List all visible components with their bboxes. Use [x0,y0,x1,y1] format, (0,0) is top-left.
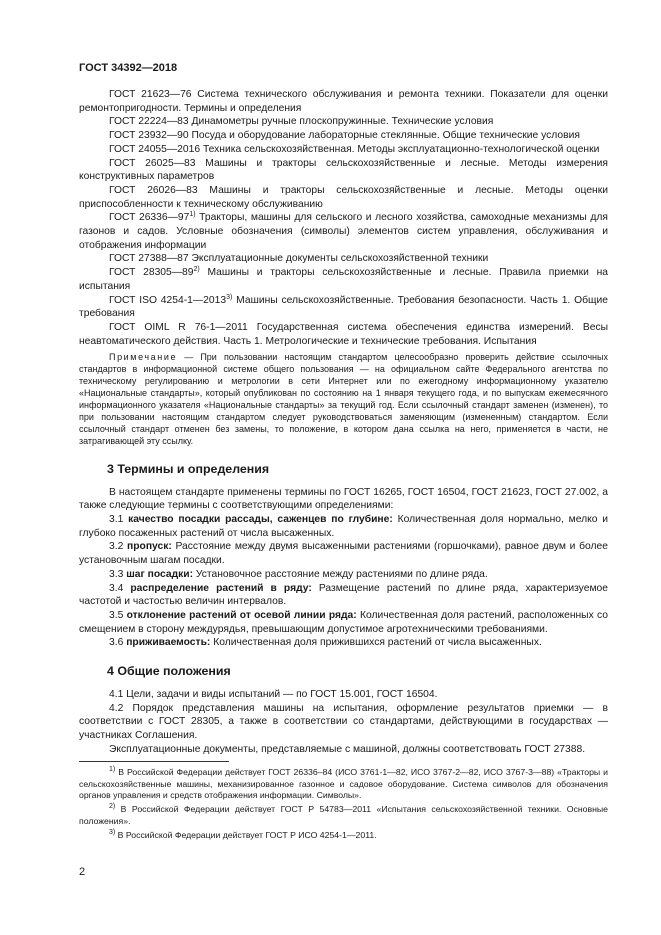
term-definition [79,582,608,609]
reference-title: Машины и тракторы сельскохозяйственные и лесные. Правила приемки на испытания [79,267,608,292]
note [79,352,608,447]
section-heading: 3 Термины и определения [107,461,270,476]
term-name: качество посадки рассады, саженцев по глубине: [128,514,393,526]
footnote-mark: 2) [193,266,200,274]
reference-title: Машины сельскохозяйственные. Требования безопасности. Часть 1. Общие требования [79,294,608,320]
reference-item [79,294,608,321]
paragraph: 4.2 Порядок представления машины на испытания, оформление результатов приемки — в соответствии с ГОСТ 28305, а также в соответствии со стандартами, действующими в государствах — участниках Соглашения. [79,702,608,742]
footnote [79,804,608,827]
footnote [79,767,608,802]
section-intro: В настоящем стандарте применены термины по ГОСТ 16265, ГОСТ 16504, ГОСТ 21623, ГОСТ 27.002, а также следующие термины с соответствующими определениями: [79,486,608,512]
footnote-text: В Российской Федерации действует ГОСТ Р ИСО 4254-1—2011. [115,829,377,840]
term-text: Установочное расстояние между растениями по длине ряда. [193,568,488,580]
reference-item: ГОСТ 26026—83 Машины и тракторы сельскохозяйственные и лесные. Методы оценки приспособленности к техническому обслуживанию [79,184,608,210]
term-number: 3.1 [109,514,129,526]
term-text: Количественная доля прижившихся растений от числа высаженных. [210,637,542,649]
reference-item [79,211,608,252]
footnote-divider [79,761,229,762]
reference-item: ГОСТ 23932—90 Посуда и оборудование лабораторные стеклянные. Общие технические условия [109,130,580,142]
note-label: Примечание [109,352,178,363]
term-text: Количественная доля растений, расположенных со смещением в сторону междурядья, превышающим допустимое агротехническими требованиями. [79,609,608,635]
term-number: 3.3 [109,568,127,580]
footnotes [79,767,608,843]
term-number: 3.4 [109,582,131,594]
footnote-mark: 3) [226,293,233,301]
term-name: распределение растений в ряду: [130,582,312,594]
term-definition [79,609,608,636]
term-definition [79,636,608,650]
reference-item: ГОСТ 26025—83 Машины и тракторы сельскохозяйственные и лесные. Методы измерения конструктивных параметров [79,157,608,183]
section-heading: 4 Общие положения [107,664,231,679]
paragraph: 4.1 Цели, задачи и виды испытаний — по ГОСТ 15.001, ГОСТ 16504. [109,689,438,701]
page-number: 2 [79,866,86,878]
reference-item: ГОСТ OIML R 76-1—2011 Государственная система обеспечения единства измерений. Весы неавтоматического действия. Часть 1. Метрологические и технические требования. Испытания [79,321,608,347]
term-definition [79,568,608,582]
term-name: пропуск: [127,541,172,553]
term-name: шаг посадки: [126,568,194,580]
footnote-mark: 1) [109,766,116,773]
footnote-mark: 2) [109,803,116,811]
reference-item: ГОСТ 21623—76 Система технического обслуживания и ремонта техники. Показатели для оценки ремонтопригодности. Термины и определения [79,89,608,114]
reference-item: ГОСТ 22224—83 Динамометры ручные плоскопружинные. Технические условия [109,116,494,128]
paragraph: Эксплуатационные документы, представляемые с машиной, должны соответствовать ГОСТ 27388. [109,743,586,755]
term-number: 3.5 [109,609,127,621]
reference-item: ГОСТ 27388—87 Эксплуатационные документы сельскохозяйственной техники [109,253,489,265]
term-text: Размещение растений по длине ряда, характеризуемое частотой и частостью величин интервалов. [79,582,608,608]
reference-code: ГОСТ 26336—97 [109,212,190,224]
footnote-text: В Российской Федерации действует ГОСТ Р 54783—2011 «Испытания сельскохозяйственной техники. Основные положения». [79,804,608,826]
term-number: 3.2 [109,541,128,553]
note-text: — При пользовании настоящим стандартом целесообразно проверить действие ссылочных стандартов в информационной системе общего пользования — на официальном сайте Федерального агентства по техническому регулированию и метрологии в сети Интернет или по ежегодному информационному указателю «Национальные стандарты», который опубликован по состоянию на 1 января текущего года, и по выпускам ежемесячного информационного указателя «Национальные стандарты» за текущий год. Если ссылочный стандарт заменен (изменен), то при пользовании настоящим стандартом следует руководствоваться заменяющим (измененным) стандартом. Если ссылочный стандарт отменен без замены, то положение, в котором дана ссылка на него, применяется в части, не затрагивающей эту ссылку. [79,352,608,446]
term-definition [79,540,608,567]
term-name: отклонение растений от осевой линии ряда: [126,609,357,621]
term-name: приживаемость: [126,637,211,649]
footnote-mark: 1) [189,211,196,219]
document-header: ГОСТ 34392—2018 [79,62,178,74]
footnote-mark: 3) [109,828,116,836]
reference-item [79,266,608,293]
reference-item: ГОСТ 24055—2016 Техника сельскохозяйственная. Методы эксплуатационно-технологической оценки [109,143,600,155]
reference-title: Тракторы, машины для сельского и лесного хозяйства, самоходные механизмы для газонов и садов. Условные обозначения (символы) элементов систем управления, обслуживания и отображения информации [79,212,608,251]
term-text: Расстояние между двумя высаженными растениями (горшочками), равное двум и более установочным шагам посадки. [79,541,608,567]
footnote [79,830,608,842]
reference-code: ГОСТ ISO 4254-1—2013 [109,294,227,306]
footnote-text: В Российской Федерации действует ГОСТ 26336–84 (ИСО 3761-1—82, ИСО 3767-2—82, ИСО 3767-3—88) «Тракторы и сельскохозяйственные машины, механизированное газонное и садовое оборудование. Система символов для обозначения органов управления и средств отображения информации. Символы». [79,767,608,801]
term-text: Количественная доля нормально, мелко и глубоко посаженных растений от числа высаженных. [79,514,608,539]
document-body [79,88,608,757]
reference-code: ГОСТ 28305—89 [109,267,194,279]
term-definition [79,513,608,540]
term-number: 3.6 [109,637,127,649]
